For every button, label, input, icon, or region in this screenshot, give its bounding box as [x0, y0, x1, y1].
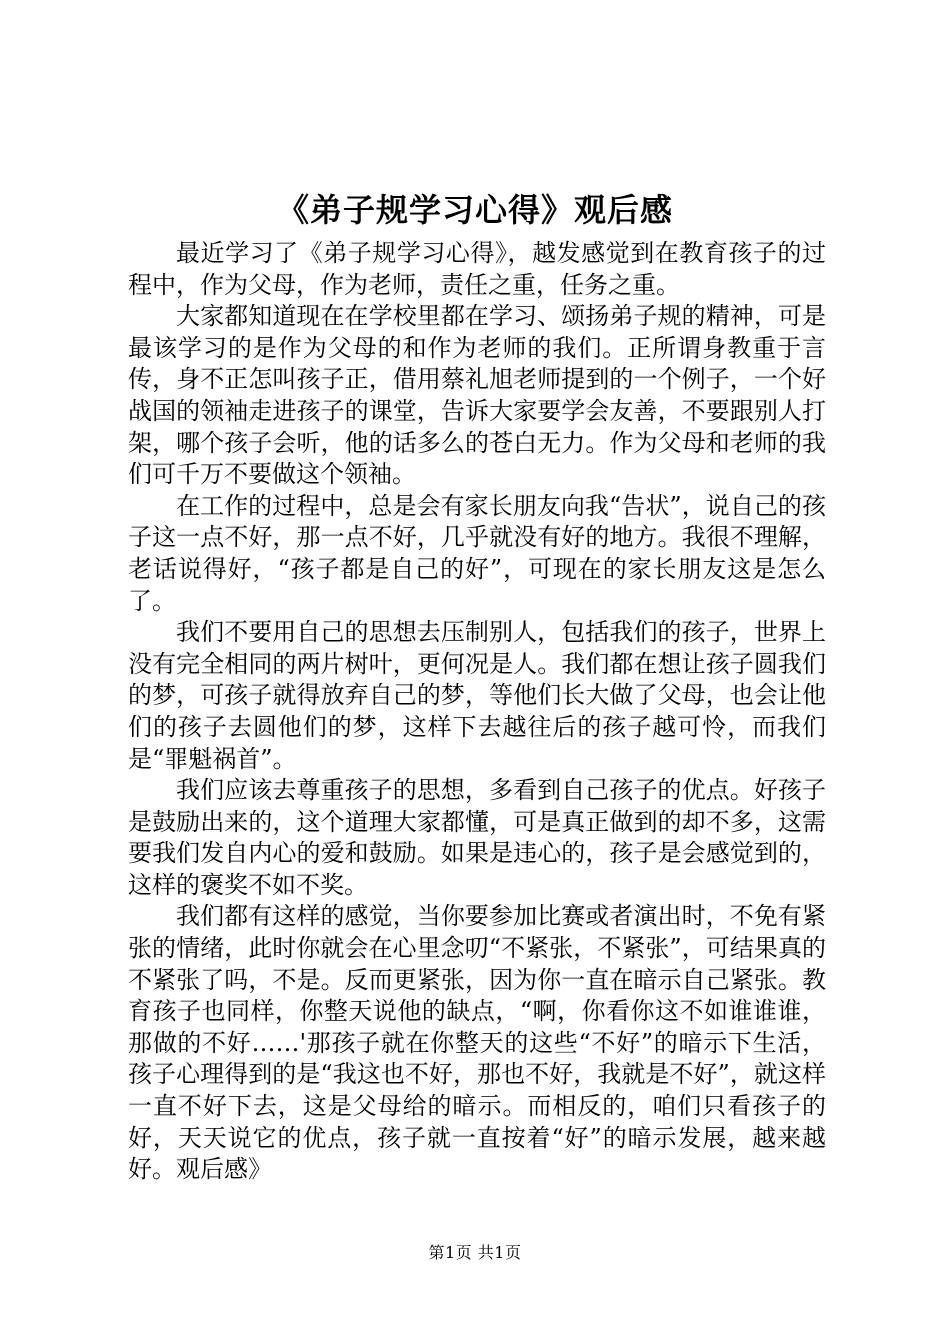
page-number-footer: 第1页 共1页 — [428, 1243, 522, 1262]
paragraph-2: 大家都知道现在在学校里都在学习、颂扬弟子规的精神，可是最该学习的是作为父母的和作为老师的我们。正所谓身教重于言传，身不正怎叫孩子正，借用蔡礼旭老师提到的一个例子，一个好战国的领袖走进孩子的课堂，告诉大家要学会友善，不要跟别人打架，哪个孩子会听，他的话多么的苍白无力。作为父母和老师的我们可千万不要做这个领袖。 — [128, 302, 826, 489]
document-body — [128, 238, 826, 1186]
paragraph-4: 我们不要用自己的思想去压制别人，包括我们的孩子，世界上没有完全相同的两片树叶，更何况是人。我们都在想让孩子圆我们的梦，可孩子就得放弃自己的梦，等他们长大做了父母，也会让他们的孩子去圆他们的梦，这样下去越往后的孩子越可怜，而我们是“罪魁祸首”。 — [128, 618, 826, 773]
document-title: 《弟子规学习心得》观后感 — [276, 191, 673, 229]
paragraph-1: 最近学习了《弟子规学习心得》，越发感觉到在教育孩子的过程中，作为父母，作为老师，责任之重，任务之重。 — [128, 239, 826, 299]
paragraph-3: 在工作的过程中，总是会有家长朋友向我“告状”，说自己的孩子这一点不好，那一点不好，几乎就没有好的地方。我很不理解，老话说得好，“孩子都是自己的好”，可现在的家长朋友这是怎么了。 — [128, 491, 826, 615]
paragraph-5: 我们应该去尊重孩子的思想，多看到自己孩子的优点。好孩子是鼓励出来的，这个道理大家都懂，可是真正做到的却不多，这需要我们发自内心的爱和鼓励。如果是违心的，孩子是会感觉到的，这样的褒奖不如不奖。 — [128, 776, 826, 899]
paragraph-6: 我们都有这样的感觉，当你要参加比赛或者演出时，不免有紧张的情绪，此时你就会在心里念叨“不紧张，不紧张”，可结果真的不紧张了吗，不是。反而更紧张，因为你一直在暗示自己紧张。教育孩子也同样，你整天说他的缺点，“啊，你看你这不如谁谁谁，那做的不好……'那孩子就在你整天的这些“不好”的暗示下生活，孩子心理得到的是“我这也不好，那也不好，我就是不好”，就这样一直不好下去，这是父母给的暗示。而相反的，咱们只看孩子的好，天天说它的优点，孩子就一直按着“好”的暗示发展，越来越好。观后感》 — [128, 902, 826, 1184]
